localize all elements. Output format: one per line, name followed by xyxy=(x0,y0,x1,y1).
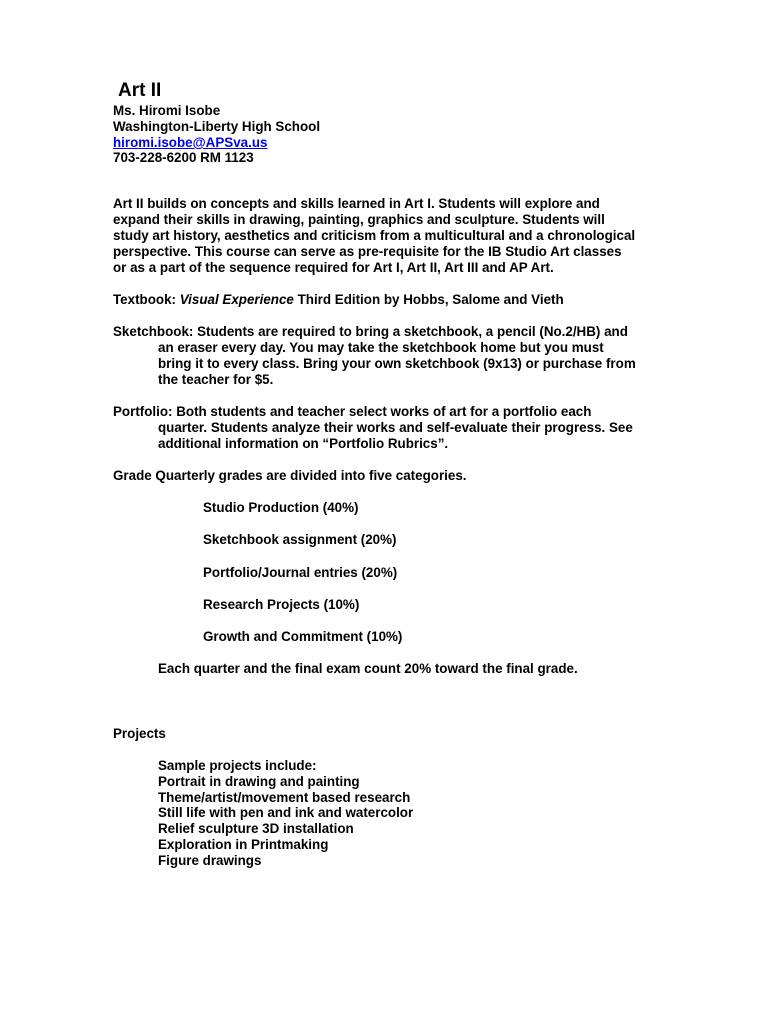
grade-category: Studio Production (40%) xyxy=(203,500,359,515)
description-line: Art II builds on concepts and skills learned in Art I. Students will explore and xyxy=(113,196,600,211)
portfolio-line: additional information on “Portfolio Rubrics”. xyxy=(158,436,449,451)
textbook-line xyxy=(113,292,564,308)
projects-intro: Sample projects include: xyxy=(158,758,317,773)
project-item: Theme/artist/movement based research xyxy=(158,790,411,805)
project-item: Exploration in Printmaking xyxy=(158,837,329,852)
grade-category: Growth and Commitment (10%) xyxy=(203,629,403,644)
project-item: Figure drawings xyxy=(158,853,262,868)
project-item: Relief sculpture 3D installation xyxy=(158,821,354,836)
grade-category: Sketchbook assignment (20%) xyxy=(203,532,397,547)
portfolio-line: quarter. Students analyze their works and self-evaluate their progress. See xyxy=(158,420,633,435)
teacher-email-link[interactable]: hiromi.isobe@APSva.us xyxy=(113,135,268,150)
description-line: perspective. This course can serve as pre-requisite for the IB Studio Art classes xyxy=(113,244,622,259)
sketchbook-line: bring it to every class. Bring your own sketchbook (9x13) or purchase from xyxy=(158,356,636,371)
textbook-label: Textbook: xyxy=(113,292,180,307)
textbook-details: Third Edition by Hobbs, Salome and Vieth xyxy=(293,292,564,307)
portfolio-line: Portfolio: Both students and teacher select works of art for a portfolio each xyxy=(113,404,592,419)
phone-room: 703-228-6200 RM 1123 xyxy=(113,150,254,165)
projects-heading: Projects xyxy=(113,726,166,741)
grade-category: Research Projects (10%) xyxy=(203,597,360,612)
textbook-title: Visual Experience xyxy=(179,292,294,307)
sketchbook-line: Sketchbook: Students are required to bring a sketchbook, a pencil (No.2/HB) and xyxy=(113,324,628,339)
description-line: study art history, aesthetics and criticism from a multicultural and a chronological xyxy=(113,228,636,243)
sketchbook-line: an eraser every day. You may take the sketchbook home but you must xyxy=(158,340,604,355)
project-item: Still life with pen and ink and watercolor xyxy=(158,805,414,820)
description-line: expand their skills in drawing, painting, graphics and sculpture. Students will xyxy=(113,212,605,227)
description-line: or as a part of the sequence required for Art I, Art II, Art III and AP Art. xyxy=(113,260,554,275)
teacher-name: Ms. Hiromi Isobe xyxy=(113,103,221,118)
grade-category: Portfolio/Journal entries (20%) xyxy=(203,565,398,580)
final-grade-note: Each quarter and the final exam count 20% toward the final grade. xyxy=(158,661,578,676)
grade-intro: Grade Quarterly grades are divided into five categories. xyxy=(113,468,467,483)
school-name: Washington-Liberty High School xyxy=(113,119,321,134)
sketchbook-line: the teacher for $5. xyxy=(158,372,274,387)
project-item: Portrait in drawing and painting xyxy=(158,774,360,789)
document-title: Art II xyxy=(118,80,162,101)
